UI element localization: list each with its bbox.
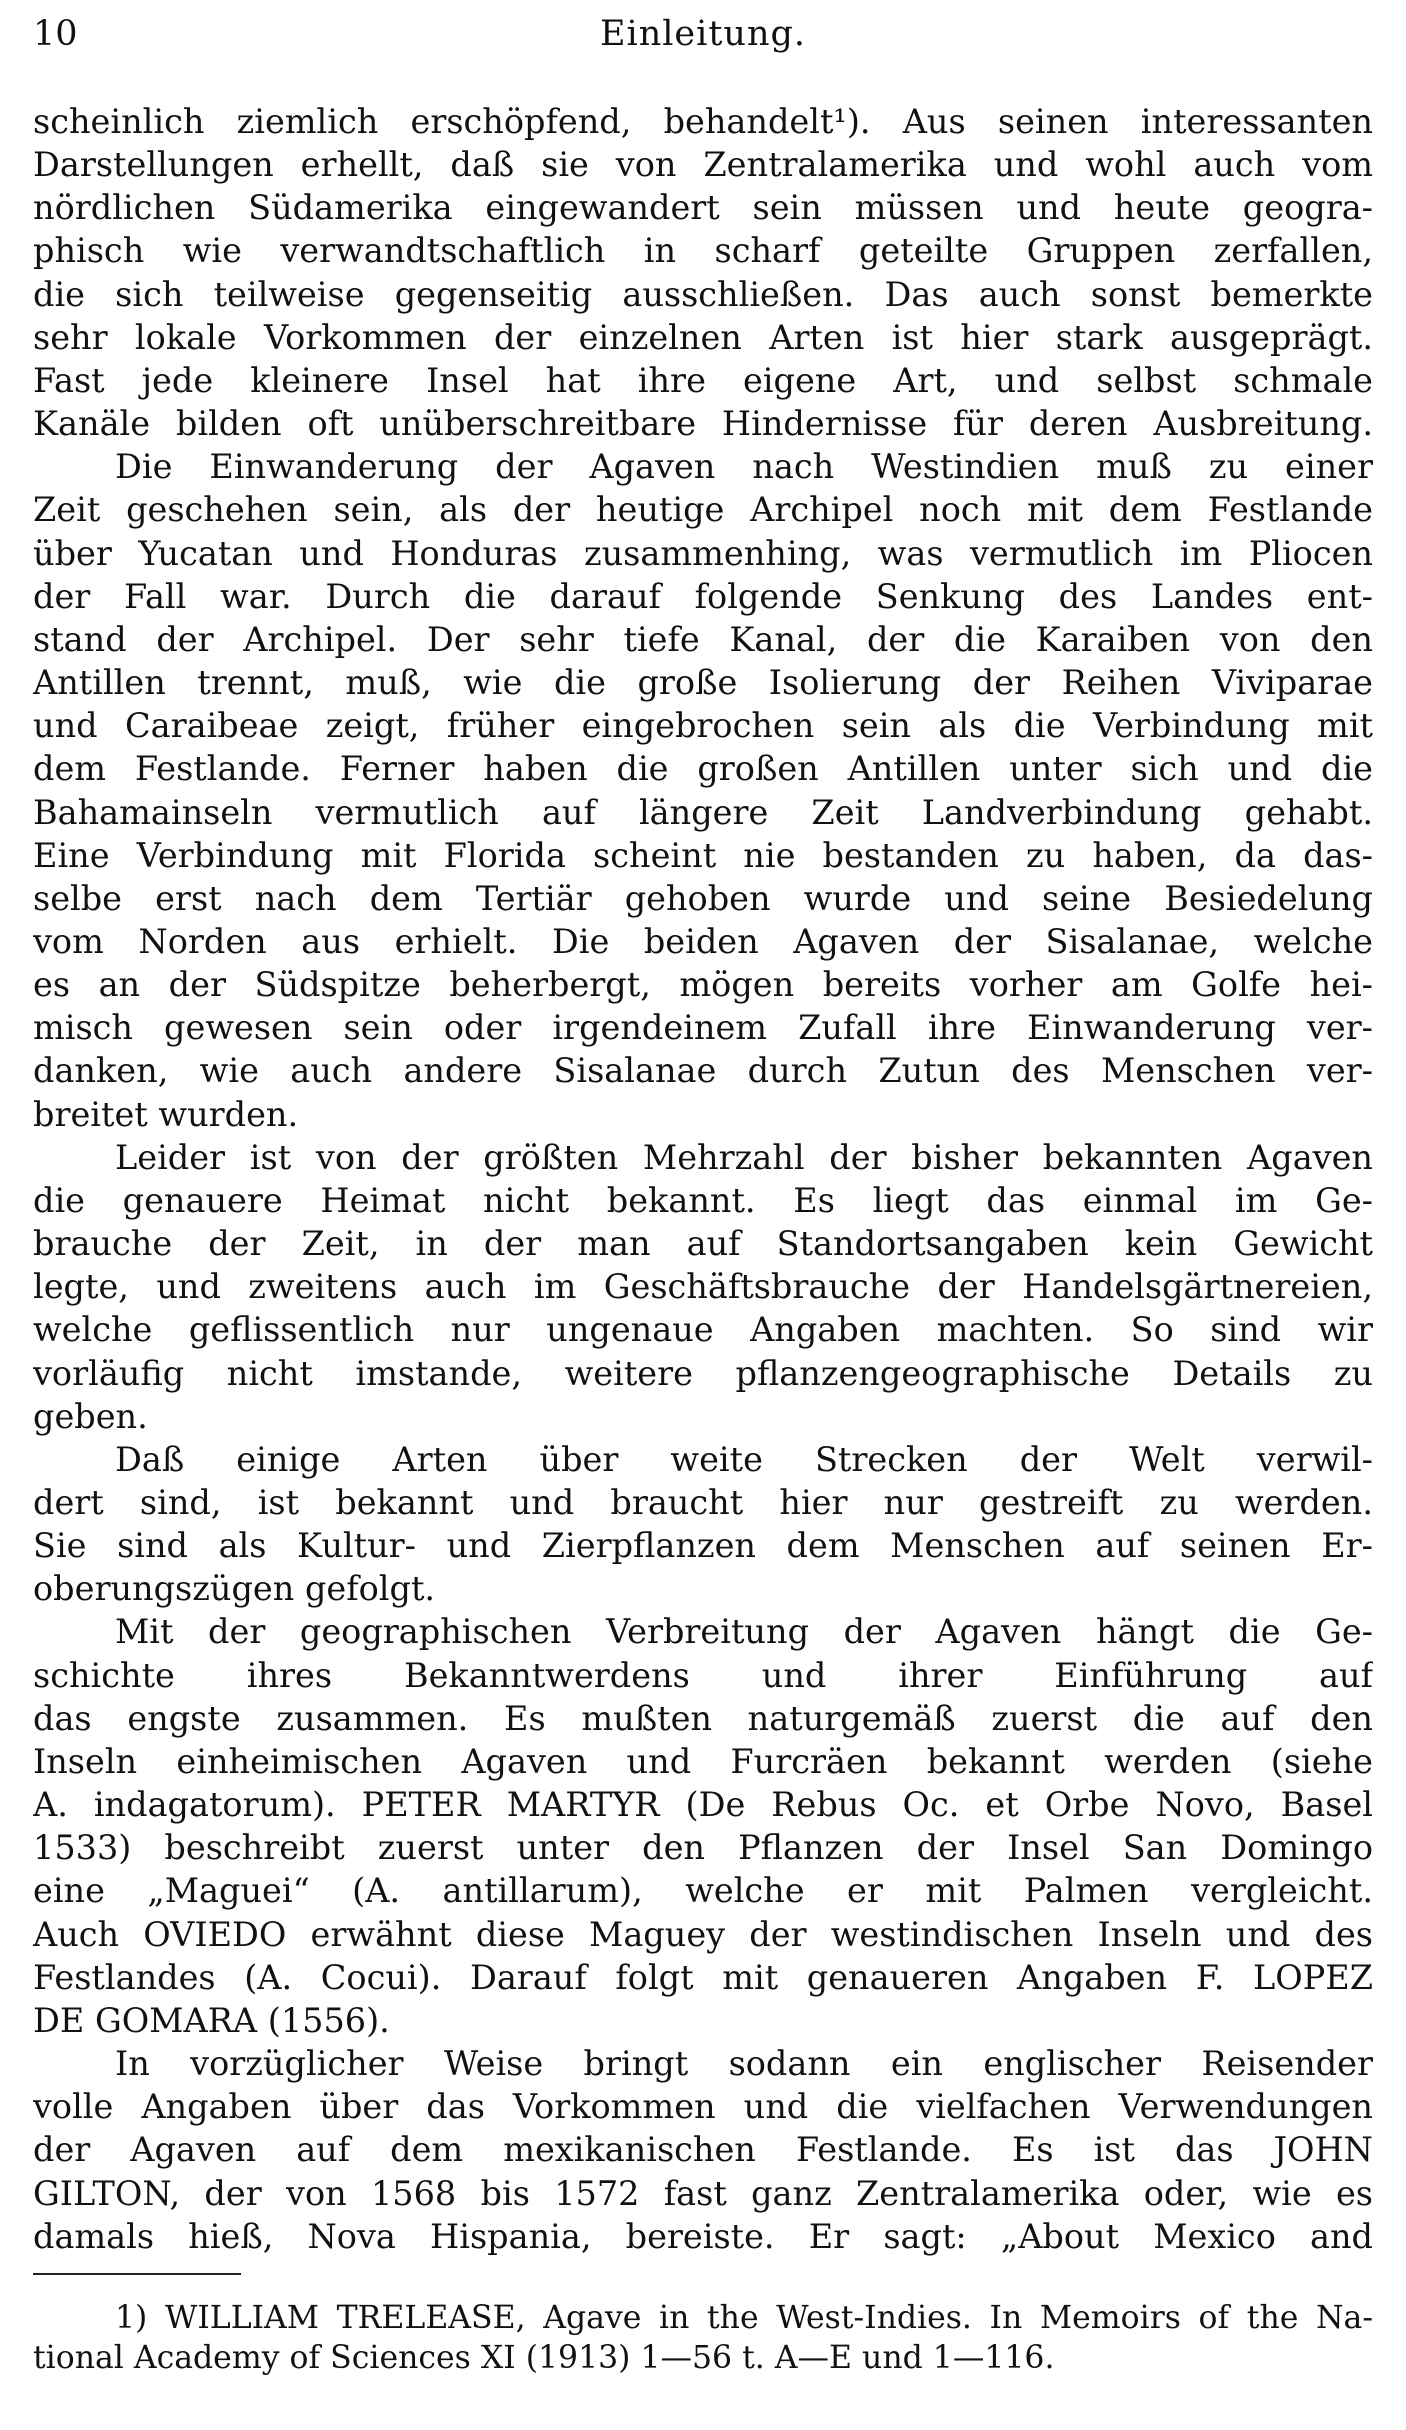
text-line: Inseln einheimischen Agaven und Furcräen bekannt werden (siehe	[33, 1741, 1373, 1781]
text-line: welche geflissentlich nur ungenaue Angaben machten. So sind wir	[33, 1310, 1373, 1350]
text-line: breitet wurden.	[33, 1094, 299, 1134]
text-line: geben.	[33, 1396, 148, 1436]
text-line: DE GOMARA (1556).	[33, 2000, 390, 2040]
text-line: Eine Verbindung mit Florida scheint nie bestanden zu haben, da das-	[33, 835, 1373, 875]
footnote-line: tional Academy of Sciences XI (1913) 1—56 t. A—E und 1—116.	[33, 2340, 1055, 2376]
body-text	[33, 100, 1373, 2258]
text-line: Zeit geschehen sein, als der heutige Archipel noch mit dem Festlande	[33, 490, 1373, 530]
text-line: Kanäle bilden oft unüberschreitbare Hindernisse für deren Ausbreitung.	[33, 404, 1373, 444]
footnotes	[33, 2298, 1373, 2378]
text-line: oberungszügen gefolgt.	[33, 1569, 436, 1609]
running-title: Einleitung.	[599, 14, 807, 54]
text-line: A. indagatorum). PETER MARTYR (De Rebus Oc. et Orbe Novo, Basel	[33, 1785, 1373, 1825]
text-line: und Caraibeae zeigt, früher eingebrochen sein als die Verbindung mit	[33, 706, 1373, 746]
text-line: Mit der geographischen Verbreitung der Agaven hängt die Ge-	[115, 1612, 1373, 1652]
text-line: es an der Südspitze beherbergt, mögen bereits vorher am Golfe hei-	[33, 965, 1373, 1005]
text-line: Darstellungen erhellt, daß sie von Zentralamerika und wohl auch vom	[33, 145, 1373, 185]
text-line: Die Einwanderung der Agaven nach Westindien muß zu einer	[115, 447, 1373, 487]
text-line: vorläufig nicht imstande, weitere pflanzengeographische Details zu	[33, 1353, 1373, 1393]
text-line: 1533) beschreibt zuerst unter den Pflanzen der Insel San Domingo	[33, 1828, 1373, 1868]
text-line: misch gewesen sein oder irgendeinem Zufall ihre Einwanderung ver-	[33, 1008, 1373, 1048]
text-line: vom Norden aus erhielt. Die beiden Agaven der Sisalanae, welche	[33, 921, 1373, 961]
text-line: Bahamainseln vermutlich auf längere Zeit Landverbindung gehabt.	[33, 792, 1373, 832]
text-line: volle Angaben über das Vorkommen und die vielfachen Verwendungen	[33, 2087, 1373, 2127]
text-line: Auch OVIEDO erwähnt diese Maguey der westindischen Inseln und des	[33, 1914, 1373, 1954]
text-line: die genauere Heimat nicht bekannt. Es liegt das einmal im Ge-	[33, 1180, 1373, 1220]
text-line: brauche der Zeit, in der man auf Standortsangaben kein Gewicht	[33, 1224, 1373, 1264]
text-line: über Yucatan und Honduras zusammenhing, was vermutlich im Pliocen	[33, 533, 1373, 573]
text-line: phisch wie verwandtschaftlich in scharf geteilte Gruppen zerfallen,	[33, 231, 1373, 271]
text-line: legte, und zweitens auch im Geschäftsbrauche der Handelsgärtnereien,	[33, 1267, 1373, 1307]
page-header	[33, 4, 1373, 64]
text-line: eine „Maguei“ (A. antillarum), welche er mit Palmen vergleicht.	[33, 1871, 1373, 1911]
text-line: Festlandes (A. Cocui). Darauf folgt mit genaueren Angaben F. LOPEZ	[33, 1957, 1373, 1997]
text-line: selbe erst nach dem Tertiär gehoben wurde und seine Besiedelung	[33, 878, 1373, 918]
text-line: der Agaven auf dem mexikanischen Festlande. Es ist das JOHN	[33, 2130, 1373, 2170]
text-line: stand der Archipel. Der sehr tiefe Kanal, der die Karaiben von den	[33, 619, 1373, 659]
text-line: die sich teilweise gegenseitig ausschließen. Das auch sonst bemerkte	[33, 274, 1373, 314]
text-line: Daß einige Arten über weite Strecken der Welt verwil-	[115, 1439, 1373, 1479]
text-line: der Fall war. Durch die darauf folgende Senkung des Landes ent-	[33, 576, 1373, 616]
text-line: dert sind, ist bekannt und braucht hier nur gestreift zu werden.	[33, 1483, 1373, 1522]
text-line: Fast jede kleinere Insel hat ihre eigene Art, und selbst schmale	[33, 360, 1373, 400]
text-line: damals hieß, Nova Hispania, bereiste. Er sagt: „About Mexico and	[33, 2216, 1373, 2256]
text-line: GILTON, der von 1568 bis 1572 fast ganz Zentralamerika oder, wie es	[33, 2173, 1373, 2213]
page-number: 10	[33, 14, 78, 54]
text-line: sehr lokale Vorkommen der einzelnen Arten ist hier stark ausgeprägt.	[33, 317, 1373, 357]
text-line: Antillen trennt, muß, wie die große Isolierung der Reihen Viviparae	[33, 663, 1373, 703]
text-line: nördlichen Südamerika eingewandert sein müssen und heute geogra-	[33, 188, 1373, 228]
text-line: danken, wie auch andere Sisalanae durch Zutun des Menschen ver-	[33, 1051, 1373, 1091]
footnote-line: 1) WILLIAM TRELEASE, Agave in the West-Indies. In Memoirs of the Na-	[115, 2300, 1373, 2336]
text-line: scheinlich ziemlich erschöpfend, behandelt¹). Aus seinen interessanten	[33, 102, 1373, 141]
text-line: Leider ist von der größten Mehrzahl der bisher bekannten Agaven	[115, 1137, 1373, 1177]
text-line: das engste zusammen. Es mußten naturgemäß zuerst die auf den	[33, 1698, 1373, 1738]
footnote-divider	[33, 2273, 241, 2275]
text-line: schichte ihres Bekanntwerdens und ihrer Einführung auf	[33, 1655, 1373, 1695]
text-line: dem Festlande. Ferner haben die großen Antillen unter sich und die	[33, 749, 1373, 789]
text-line: In vorzüglicher Weise bringt sodann ein englischer Reisender	[115, 2044, 1373, 2084]
text-line: Sie sind als Kultur- und Zierpflanzen dem Menschen auf seinen Er-	[33, 1526, 1373, 1566]
